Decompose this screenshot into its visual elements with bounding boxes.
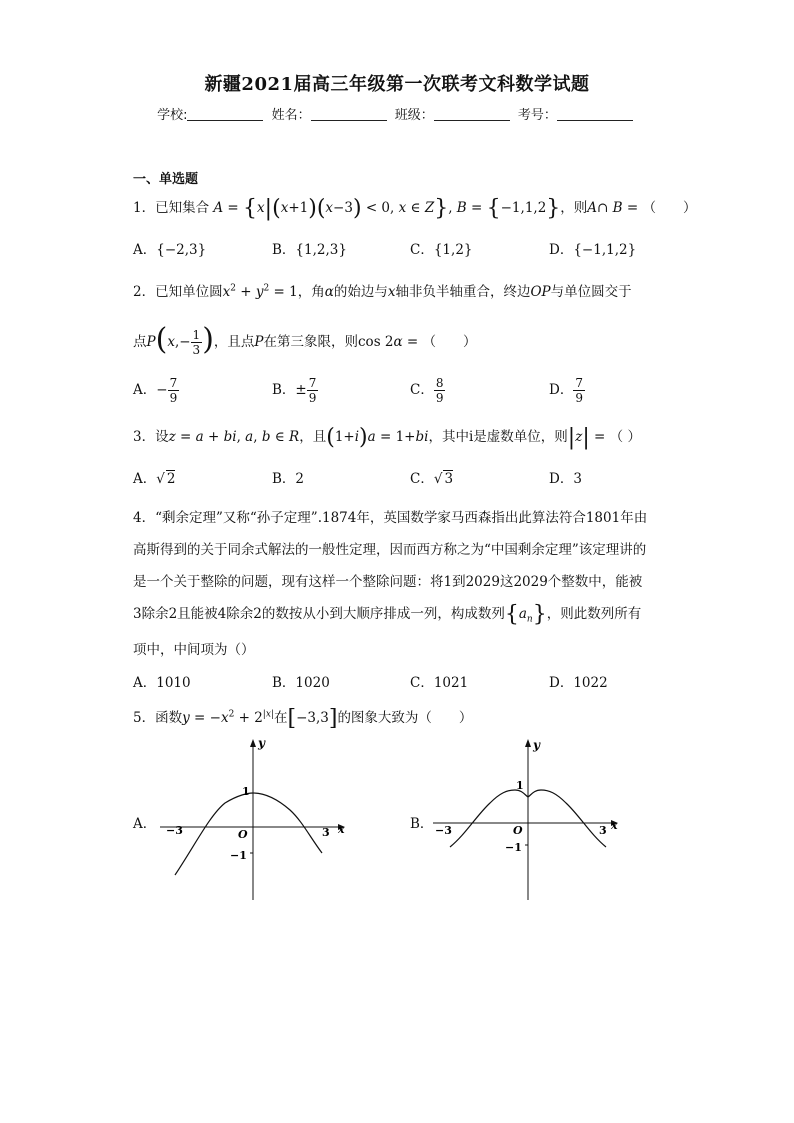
x-label: x [611,819,618,832]
q5-graph-b[interactable] [425,735,625,905]
question-4-line3: 是一个关于整除的问题，现有这样一个整除问题：将1到2029这2029个整数中，能被 [133,574,643,590]
name-label: 姓名： [271,108,311,123]
q3-equation: (1+i)a = 1+bi [326,425,429,450]
tick-1: 1 [242,785,250,798]
y-label: y [258,736,265,750]
y-arrow-icon [250,739,256,747]
section-heading: 一、单选题 [133,172,199,187]
y-arrow-icon [525,739,531,747]
tick-1: 1 [516,779,524,792]
question-4-line4: 3除余2且能被4除余2的数按从小到大顺序排成一列，构成数列$\{a_n\}$，则此数列所有 [133,602,642,627]
q3-option-a[interactable]: A．√ 2 [133,471,176,487]
q1-set-a: A = {x|(x+1)(x−3) < 0, x ∈ Z}, B = {−1,1,2} [213,196,561,221]
q3-z-def: z = a + bi, a, b ∈ R [168,429,300,445]
q1-option-c[interactable]: C．{1,2} [410,242,473,258]
q4-option-d[interactable]: D．1022 [549,675,608,691]
q3-option-d[interactable]: D．3 [549,471,582,487]
school-blank[interactable] [187,108,263,121]
origin-label: O [238,828,248,841]
name-blank[interactable] [311,108,387,121]
question-4-line2: 高斯得到的关于同余式解法的一般性定理，因而西方称之为“中国剩余定理”该定理讲的 [133,542,647,558]
q5-interval: [−3,3] [287,706,338,731]
tick-neg-3: −3 [166,824,183,837]
q4-option-a[interactable]: A．1010 [133,675,191,691]
q2-expr: cos 2α = [358,334,423,350]
question-4-line1: 4．“剩余定理”又称“孙子定理”.1874年，英国数学家马西森指出此算法符合1801年由 [133,510,648,526]
q2-option-b[interactable]: B．± $\frac{7}{9}$ [272,376,317,405]
q2-point-p: P(x,− $\frac{1}{3}$ ) [146,322,214,357]
q5-option-a-label[interactable]: A． [133,816,157,832]
question-3-stem: 3．设z = a + bi, a, b ∈ R，且(1+i)a = 1+bi，其中i是虚数单位，则|z| = （ ） [133,425,641,450]
q1-option-a[interactable]: A．{−2,3} [133,242,207,258]
q2-option-d[interactable]: D． $\frac{7}{9}$ [549,376,583,405]
tick-neg-3: −3 [435,824,452,837]
q1-option-b[interactable]: B．{1,2,3} [272,242,347,258]
tick-3: 3 [322,826,330,839]
tick-3: 3 [599,824,607,837]
x-label: x [338,823,345,836]
class-label: 班级： [394,108,434,123]
school-label: 学校: [157,108,188,123]
q1-expr: A∩ B = [587,200,643,216]
q1-option-d[interactable]: D．{−1,1,2} [549,242,637,258]
tick-neg-1: −1 [505,841,522,854]
question-2-stem-line1: 2．已知单位圆$x^2 + y^2 = 1$，角α的始边与x轴非负半轴重合，终边OP与单位圆交于 [133,283,632,300]
question-2-stem-line2: 点P(x,− $\frac{1}{3}$ )，且点P在第三象限，则cos 2α = （ ） [133,322,477,357]
question-5-stem: 5．函数$y = -x^2 + 2^{|x|}$在[−3,3]的图象大致为（ ） [133,706,473,731]
y-label: y [533,738,540,752]
question-1-stem: 1．已知集合 A = {x|(x+1)(x−3) < 0, x ∈ Z}, B = {−1,1,2}，则A∩ B = （ ） [133,196,697,221]
question-4-line5: 项中，中间项为（） [133,642,255,658]
q5-function: $y = -x^2 + 2^{|x|}$ [182,709,274,726]
tick-neg-1: −1 [230,849,247,862]
q2-circle-eq: $x^2 + y^2 = 1$ [222,283,298,300]
q2-option-c[interactable]: C． $\frac{8}{9}$ [410,376,444,405]
q5-option-b-label[interactable]: B． [410,816,434,832]
page-title: 新疆2021届高三年级第一次联考文科数学试题 [204,74,590,95]
q3-modulus: |z| = [567,425,610,450]
q4-option-c[interactable]: C．1021 [410,675,469,691]
q4-option-b[interactable]: B．1020 [272,675,330,691]
exam-no-blank[interactable] [557,108,633,121]
q3-option-b[interactable]: B．2 [272,471,305,487]
class-blank[interactable] [434,108,510,121]
exam-no-label: 考号： [517,108,557,123]
origin-label: O [513,824,523,837]
q3-option-c[interactable]: C．√ 3 [410,471,454,487]
curve-a [175,793,322,875]
q5-graph-a[interactable] [150,735,350,905]
q2-option-a[interactable]: A．− $\frac{7}{9}$ [133,376,178,405]
student-info-line [0,104,794,123]
